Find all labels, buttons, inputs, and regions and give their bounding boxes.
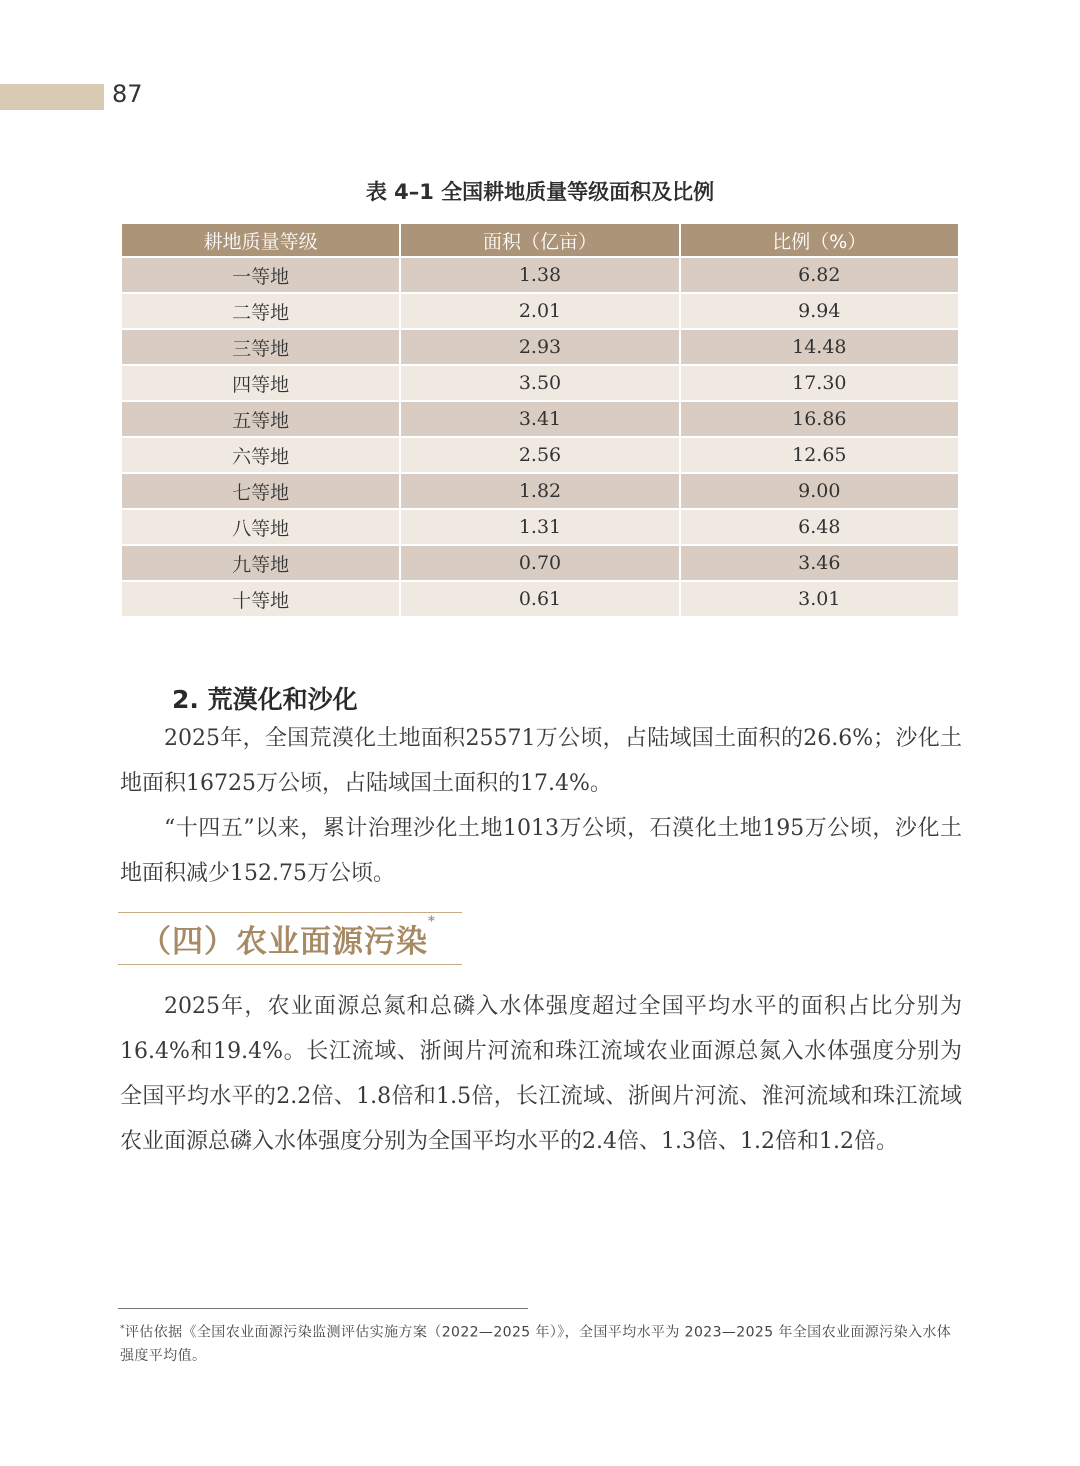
footnote-marker: * [428,914,436,929]
table-row [122,366,958,400]
cell-area: 3.50 [401,366,678,400]
paragraph-desertification-control: “十四五”以来，累计治理沙化土地1013万公顷，石漠化土地195万公顷，沙化土地面积减少152.75万公顷。 [120,816,962,886]
table-row [122,330,958,364]
cell-grade: 六等地 [122,438,399,472]
section-title-text: （四）农业面源污染 [140,924,428,960]
header-grade: 耕地质量等级 [122,224,399,256]
cell-ratio: 17.30 [681,366,958,400]
cell-ratio: 3.01 [681,582,958,616]
cell-ratio: 3.46 [681,546,958,580]
cell-area: 2.93 [401,330,678,364]
section-heading-desertification: 2. 荒漠化和沙化 [172,685,358,714]
cell-area: 0.70 [401,546,678,580]
cell-area: 2.56 [401,438,678,472]
paragraph-agricultural-pollution: 2025年，农业面源总氮和总磷入水体强度超过全国平均水平的面积占比分别为16.4%和19.4%。长江流域、浙闽片河流和珠江流域农业面源总氮入水体强度分别为全国平均水平的2.2倍、1.8倍和1.5倍，长江流域、浙闽片河流、淮河流域和珠江流域农业面源总磷入水体强度分别为全国平均水平的2.4倍、1.3倍、1.2倍和1.2倍。 [120,994,962,1154]
footnote [120,1318,962,1368]
table-row [122,510,958,544]
cell-ratio: 6.82 [681,258,958,292]
section-title-top-rule [118,912,462,913]
cell-grade: 二等地 [122,294,399,328]
cell-ratio: 6.48 [681,510,958,544]
cell-grade: 四等地 [122,366,399,400]
cell-ratio: 16.86 [681,402,958,436]
table-row [122,258,958,292]
cell-grade: 十等地 [122,582,399,616]
table-header-row [122,224,958,256]
cell-area: 1.82 [401,474,678,508]
footnote-rule [118,1308,528,1309]
table-title: 表 4–1 全国耕地质量等级面积及比例 [365,180,715,204]
table-row [122,546,958,580]
table-row [122,474,958,508]
page-number: 87 [112,80,143,108]
cell-area: 0.61 [401,582,678,616]
cell-grade: 五等地 [122,402,399,436]
cell-ratio: 14.48 [681,330,958,364]
cell-area: 3.41 [401,402,678,436]
cell-ratio: 9.94 [681,294,958,328]
footnote-text: 评估依据《全国农业面源污染监测评估实施方案（2022—2025 年）》，全国平均水平为 2023—2025 年全国农业面源污染入水体强度平均值。 [120,1324,952,1364]
header-ratio: 比例（%） [681,224,958,256]
section-title-agricultural-pollution [140,916,436,961]
cell-grade: 一等地 [122,258,399,292]
table-row [122,582,958,616]
cell-ratio: 12.65 [681,438,958,472]
cell-ratio: 9.00 [681,474,958,508]
header-area: 面积（亿亩） [401,224,678,256]
cell-area: 1.38 [401,258,678,292]
footnote-mark: * [120,1324,125,1334]
table-row [122,438,958,472]
cell-grade: 七等地 [122,474,399,508]
cell-grade: 八等地 [122,510,399,544]
table-row [122,294,958,328]
paragraph-desertification-area: 2025年，全国荒漠化土地面积25571万公顷，占陆域国土面积的26.6%；沙化土地面积16725万公顷，占陆域国土面积的17.4%。 [120,726,962,796]
section-title-bottom-rule [118,964,462,965]
farmland-grade-table [120,222,960,618]
cell-area: 2.01 [401,294,678,328]
page-number-bar [0,84,104,110]
cell-grade: 九等地 [122,546,399,580]
cell-grade: 三等地 [122,330,399,364]
cell-area: 1.31 [401,510,678,544]
table-row [122,402,958,436]
